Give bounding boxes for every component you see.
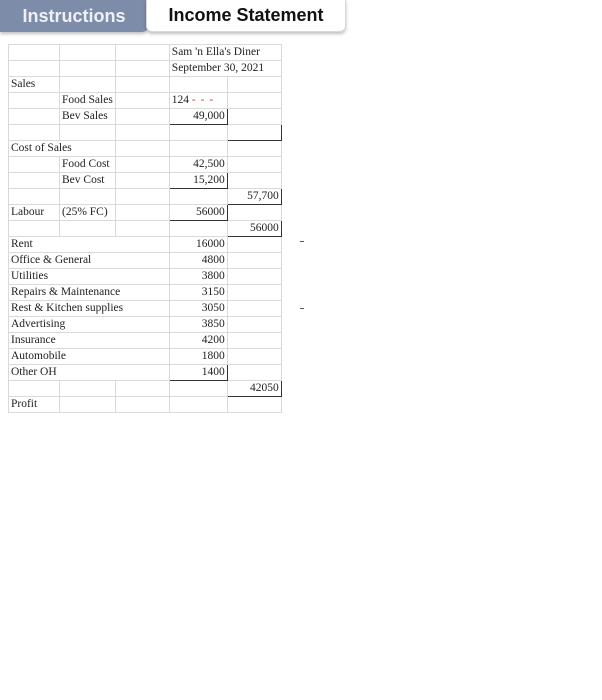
profit-label[interactable]: Profit (9, 397, 60, 413)
cell[interactable] (9, 173, 60, 189)
cell[interactable] (9, 221, 60, 237)
cell[interactable] (227, 333, 281, 349)
cell[interactable] (9, 61, 60, 77)
sheet-tabs (0, 0, 350, 36)
cell[interactable] (169, 141, 227, 157)
tab-income-statement[interactable]: Income Statement (146, 0, 346, 32)
bev-sales-value[interactable]: 49,000 (169, 109, 227, 125)
cell[interactable] (9, 109, 60, 125)
cell[interactable] (60, 77, 116, 93)
cell[interactable] (227, 141, 281, 157)
cell[interactable] (9, 157, 60, 173)
overhead-value[interactable]: 3150 (169, 285, 227, 301)
overhead-label[interactable]: Insurance (9, 333, 170, 349)
overhead-label[interactable]: Advertising (9, 317, 170, 333)
overhead-label[interactable]: Rest & Kitchen supplies (9, 301, 170, 317)
cell[interactable] (169, 189, 227, 205)
stray-mark (300, 241, 304, 242)
food-sales-label[interactable]: Food Sales (60, 93, 116, 109)
cell[interactable] (227, 237, 281, 253)
overhead-value[interactable]: 3800 (169, 269, 227, 285)
food-cost-value[interactable]: 42,500 (169, 157, 227, 173)
cell[interactable] (115, 205, 169, 221)
bev-cost-label[interactable]: Bev Cost (60, 173, 116, 189)
cell[interactable] (169, 397, 227, 413)
cell[interactable] (115, 397, 169, 413)
overhead-value[interactable]: 3050 (169, 301, 227, 317)
cell[interactable] (9, 381, 60, 397)
cell[interactable] (9, 189, 60, 205)
overhead-value[interactable]: 1800 (169, 349, 227, 365)
cell[interactable] (60, 381, 116, 397)
labour-value[interactable]: 56000 (169, 205, 227, 221)
overhead-label[interactable]: Other OH (9, 365, 170, 381)
overhead-label[interactable]: Rent (9, 237, 170, 253)
cell[interactable] (227, 269, 281, 285)
food-sales-input[interactable] (169, 93, 227, 109)
cell[interactable] (115, 221, 169, 237)
cell[interactable] (115, 125, 169, 141)
cell[interactable] (169, 77, 227, 93)
profit-value[interactable] (227, 397, 281, 413)
labour-total[interactable]: 56000 (227, 221, 281, 237)
overhead-value[interactable]: 4200 (169, 333, 227, 349)
cell[interactable] (115, 189, 169, 205)
cell[interactable] (115, 141, 169, 157)
cell[interactable] (9, 45, 60, 61)
statement-date[interactable]: September 30, 2021 (169, 61, 281, 77)
cell[interactable] (227, 253, 281, 269)
overheads-total[interactable]: 42050 (227, 381, 281, 397)
cell[interactable] (227, 349, 281, 365)
overhead-value[interactable]: 4800 (169, 253, 227, 269)
cell[interactable] (227, 285, 281, 301)
cell[interactable] (60, 189, 116, 205)
cell[interactable] (169, 125, 227, 141)
income-statement-grid (8, 44, 282, 413)
cell[interactable] (227, 301, 281, 317)
company-name[interactable]: Sam 'n Ella's Diner (169, 45, 281, 61)
cell[interactable] (227, 157, 281, 173)
cell[interactable] (227, 317, 281, 333)
bev-cost-value[interactable]: 15,200 (169, 173, 227, 189)
overhead-value[interactable]: 1400 (169, 365, 227, 381)
bev-sales-label[interactable]: Bev Sales (60, 109, 116, 125)
cell[interactable] (115, 173, 169, 189)
cell[interactable] (60, 45, 116, 61)
food-cost-label[interactable]: Food Cost (60, 157, 116, 173)
cell[interactable] (227, 109, 281, 125)
overhead-label[interactable]: Utilities (9, 269, 170, 285)
cell[interactable] (169, 381, 227, 397)
spell-error-underline: ‐ ‐ ‐ (191, 94, 215, 106)
cell[interactable] (227, 205, 281, 221)
overhead-label[interactable]: Automobile (9, 349, 170, 365)
cell[interactable] (115, 93, 169, 109)
labour-note[interactable]: (25% FC) (60, 205, 116, 221)
cell[interactable] (9, 93, 60, 109)
cell[interactable] (115, 381, 169, 397)
overhead-label[interactable]: Repairs & Maintenance (9, 285, 170, 301)
cell[interactable] (227, 173, 281, 189)
stray-mark (300, 308, 304, 309)
cell[interactable] (169, 221, 227, 237)
cell[interactable] (115, 61, 169, 77)
cell[interactable] (227, 93, 281, 109)
cell[interactable] (60, 221, 116, 237)
cell[interactable] (9, 125, 60, 141)
overhead-label[interactable]: Office & General (9, 253, 170, 269)
cell[interactable] (60, 125, 116, 141)
cell[interactable] (227, 365, 281, 381)
cell[interactable] (60, 397, 116, 413)
cell[interactable] (115, 157, 169, 173)
cost-of-sales-label[interactable]: Cost of Sales (9, 141, 116, 157)
cell[interactable] (115, 109, 169, 125)
cell[interactable] (115, 45, 169, 61)
cost-of-sales-total[interactable]: 57,700 (227, 189, 281, 205)
cell[interactable] (115, 77, 169, 93)
labour-label[interactable]: Labour (9, 205, 60, 221)
sales-total[interactable] (227, 125, 281, 141)
cell[interactable] (227, 77, 281, 93)
sales-label[interactable]: Sales (9, 77, 60, 93)
tab-instructions[interactable]: Instructions (0, 0, 148, 32)
overhead-value[interactable]: 3850 (169, 317, 227, 333)
cell[interactable] (60, 61, 116, 77)
food-sales-value: 124 (171, 94, 190, 106)
overhead-value[interactable]: 16000 (169, 237, 227, 253)
